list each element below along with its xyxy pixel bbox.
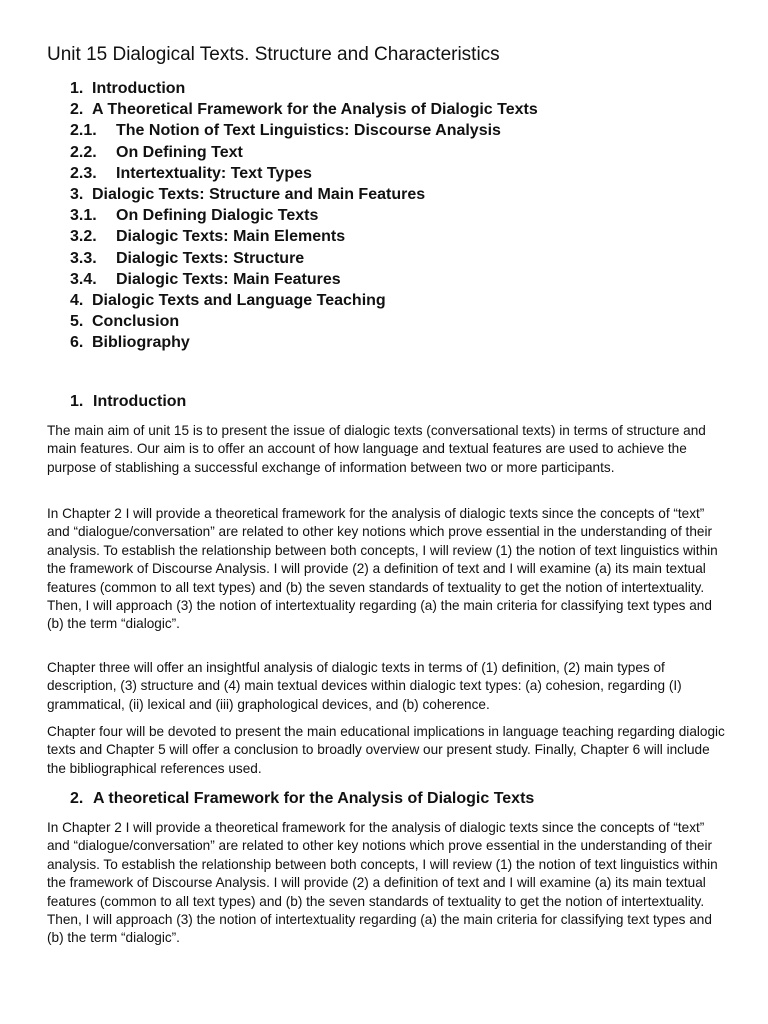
toc-label: Dialogic Texts: Structure and Main Features xyxy=(92,185,426,203)
paragraph: The main aim of unit 15 is to present the issue of dialogic texts (conversational texts) in terms of structure and main features. Our aim is to offer an account of how language and textual features are used to achieve the purpose of stablishing a successful exchange of information between two or more participants. xyxy=(47,423,706,475)
toc-label: Dialogic Texts: Main Features xyxy=(116,270,341,288)
toc-number: 2.2. xyxy=(70,143,97,161)
toc-number: 2.1. xyxy=(70,122,97,140)
toc-label: Dialogic Texts: Main Elements xyxy=(116,228,346,246)
section-heading-introduction xyxy=(70,393,186,411)
paragraph: In Chapter 2 I will provide a theoretical framework for the analysis of dialogic texts since the concepts of “text” and “dialogue/conversation” are related to other key notions which prove essential in the understanding of their analysis. To establish the relationship between both concepts, I will review (1) the notion of text linguistics within the framework of Discourse Analysis. I will provide (2) a definition of text and I will examine (a) its main textual features (common to all text types) and (b) the seven standards of textuality to get the notion of intertextuality. Then, I will approach (3) the notion of intertextuality regarding (a) the main criteria for classifying text types and (b) the term “dialogic”. xyxy=(47,820,718,946)
toc-number: 6. xyxy=(70,334,84,352)
toc-item xyxy=(70,248,538,269)
toc-item xyxy=(70,290,538,311)
toc-label: On Defining Dialogic Texts xyxy=(116,207,319,225)
toc-label: Dialogic Texts: Structure xyxy=(116,249,305,267)
toc-item xyxy=(70,226,538,247)
section-title: A theoretical Framework for the Analysis of Dialogic Texts xyxy=(93,790,535,807)
toc-label: Bibliography xyxy=(92,334,190,352)
toc-number: 5. xyxy=(70,313,84,331)
toc-label: A Theoretical Framework for the Analysis of Dialogic Texts xyxy=(92,101,538,119)
toc-item xyxy=(70,78,538,99)
toc-number: 3.3. xyxy=(70,249,97,267)
toc-item xyxy=(70,120,538,141)
toc-label: The Notion of Text Linguistics: Discourse Analysis xyxy=(116,122,501,140)
toc-label: On Defining Text xyxy=(116,143,243,161)
document-title: Unit 15 Dialogical Texts. Structure and Characteristics xyxy=(47,44,500,65)
toc-number: 1. xyxy=(70,80,84,97)
section-number: 2. xyxy=(70,790,84,807)
toc-label: Intertextuality: Text Types xyxy=(116,164,312,182)
toc-label: Introduction xyxy=(92,80,186,97)
toc-number: 2. xyxy=(70,101,84,119)
toc-item xyxy=(70,184,538,205)
toc-item xyxy=(70,99,538,120)
table-of-contents xyxy=(70,78,538,353)
section-title: Introduction xyxy=(93,393,187,410)
paragraph: Chapter three will offer an insightful analysis of dialogic texts in terms of (1) definition, (2) main types of description, (3) structure and (4) main textual devices within dialogic text types: (a) cohesion, regarding (I) grammatical, (ii) lexical and (iii) graphological devices, and (b) coherence. xyxy=(47,660,682,712)
toc-number: 4. xyxy=(70,291,84,309)
toc-item xyxy=(70,142,538,163)
section-number: 1. xyxy=(70,393,84,410)
toc-number: 3. xyxy=(70,185,84,203)
paragraph: Chapter four will be devoted to present the main educational implications in language teaching regarding dialogic texts and Chapter 5 will offer a conclusion to broadly overview our present study. Finally, Chapter 6 will include the bibliographical references used. xyxy=(47,724,725,776)
toc-item xyxy=(70,269,538,290)
toc-number: 2.3. xyxy=(70,164,97,182)
toc-label: Conclusion xyxy=(92,313,180,331)
toc-item xyxy=(70,311,538,332)
paragraph: In Chapter 2 I will provide a theoretical framework for the analysis of dialogic texts since the concepts of “text” and “dialogue/conversation” are related to other key notions which prove essential in the understanding of their analysis. To establish the relationship between both concepts, I will review (1) the notion of text linguistics within the framework of Discourse Analysis. I will provide (2) a definition of text and I will examine (a) its main textual features (common to all text types) and (b) the seven standards of textuality to get the notion of intertextuality. Then, I will approach (3) the notion of intertextuality regarding (a) the main criteria for classifying text types and (b) the term “dialogic”. xyxy=(47,506,718,632)
toc-item xyxy=(70,163,538,184)
toc-item xyxy=(70,332,538,353)
section-heading-theoretical-framework xyxy=(70,790,534,808)
toc-label: Dialogic Texts and Language Teaching xyxy=(92,291,386,309)
toc-item xyxy=(70,205,538,226)
toc-number: 3.1. xyxy=(70,207,97,225)
toc-number: 3.4. xyxy=(70,270,97,288)
toc-number: 3.2. xyxy=(70,228,97,246)
